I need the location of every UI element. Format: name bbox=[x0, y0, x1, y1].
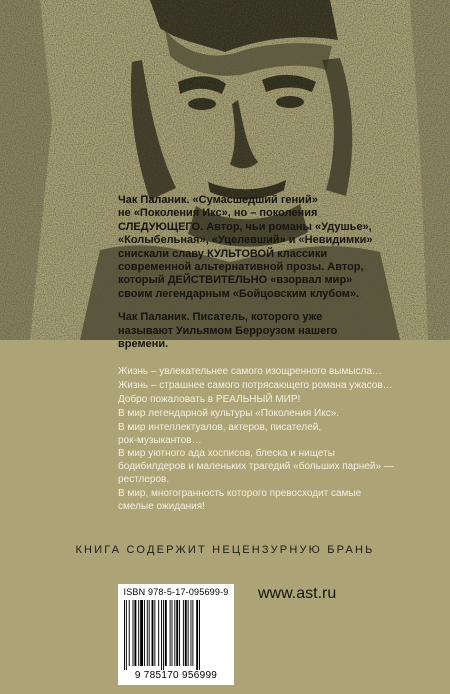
tagline-line: рестлеров. bbox=[118, 474, 170, 486]
barcode-bar bbox=[161, 600, 162, 670]
blurb-line: не «Поколения Икс», но – поколения bbox=[118, 207, 318, 220]
barcode-bar bbox=[165, 600, 167, 666]
blurb-line: Чак Паланик. «Сумасшедший гений» bbox=[118, 194, 318, 206]
publisher-url: www.ast.ru bbox=[258, 585, 337, 602]
tagline-list bbox=[118, 366, 418, 515]
barcode bbox=[118, 584, 234, 685]
barcode-bar bbox=[124, 600, 125, 670]
barcode-bar bbox=[149, 600, 150, 666]
tagline-line: Жизнь – увлекательнее самого изощренного вымысла… bbox=[118, 366, 382, 377]
barcode-bar bbox=[191, 600, 192, 666]
blurb-line: СЛЕДУЮЩЕГО. Автор, чьи романы «Удушье», bbox=[118, 220, 372, 233]
barcode-bar bbox=[134, 600, 136, 666]
barcode-bar bbox=[126, 600, 127, 670]
blurb-line: называют Уильямом Берроузом нашего bbox=[118, 324, 338, 337]
tagline bbox=[118, 408, 418, 421]
barcode-bar bbox=[158, 600, 159, 666]
tagline bbox=[118, 422, 418, 448]
barcode-bar bbox=[138, 600, 139, 666]
tagline bbox=[118, 380, 418, 393]
barcode-bar bbox=[199, 600, 200, 670]
blurb-line: времени. bbox=[118, 338, 169, 351]
blurb-line: своим легендарным «Бойцовским клубом». bbox=[118, 287, 360, 300]
barcode-bar bbox=[179, 600, 180, 666]
blurb-line: снискали славу КУЛЬТОВОЙ классики bbox=[118, 247, 328, 260]
barcode-bar bbox=[154, 600, 155, 666]
tagline bbox=[118, 394, 418, 407]
tagline-line: Жизнь – страшнее самого потрясающего романа ужасов… bbox=[118, 379, 393, 391]
tagline-line: В мир уютного ада хосписов, блеска и нищеты bbox=[118, 448, 335, 460]
barcode-bar bbox=[133, 600, 134, 666]
blurb-line: современной альтернативной прозы. Автор, bbox=[118, 261, 364, 274]
tagline-line: бодибилдеров и маленьких трагедий «больших парней» — bbox=[118, 461, 394, 473]
blurb-line: «Колыбельная», «Уцелевший» и «Невидимки» bbox=[118, 234, 373, 247]
barcode-bar bbox=[140, 600, 143, 666]
tagline-line: рок-музыкантов… bbox=[118, 434, 202, 446]
barcode-bar bbox=[185, 600, 187, 666]
barcode-bar bbox=[147, 600, 148, 666]
barcode-bar bbox=[163, 600, 164, 670]
tagline bbox=[118, 488, 418, 514]
barcode-bar bbox=[174, 600, 175, 666]
profanity-warning: КНИГА СОДЕРЖИТ НЕЦЕНЗУРНУЮ БРАНЬ bbox=[75, 544, 375, 556]
barcode-bar bbox=[176, 600, 178, 666]
blurb-paragraph-1 bbox=[118, 194, 418, 301]
barcode-bars bbox=[122, 600, 230, 670]
isbn-label: ISBN 978-5-17-095699-9 bbox=[123, 587, 229, 597]
tagline-line: Добро пожаловать в РЕАЛЬНЫЙ МИР! bbox=[118, 393, 301, 405]
blurb-line: Чак Паланик. Писатель, которого уже bbox=[118, 311, 323, 324]
tagline-line: В мир легендарной культуры «Поколения Икс». bbox=[118, 407, 340, 419]
barcode-bar bbox=[188, 600, 189, 666]
barcode-bar bbox=[129, 600, 130, 666]
author-blurb bbox=[118, 194, 418, 351]
tagline-line: смелые ожидания! bbox=[118, 501, 205, 513]
barcode-bar bbox=[172, 600, 173, 666]
blurb-paragraph-2 bbox=[118, 311, 418, 351]
ean-number: 9 785170 956999 bbox=[134, 670, 218, 681]
tagline-line: В мир интеллектуалов, актеров, писателей, bbox=[118, 421, 322, 433]
barcode-bar bbox=[144, 600, 145, 666]
tagline bbox=[118, 448, 418, 487]
blurb-line: который ДЕЙСТВИТЕЛЬНО «взорвал мир» bbox=[118, 274, 353, 287]
barcode-bar bbox=[183, 600, 184, 666]
barcode-bar bbox=[192, 600, 193, 666]
tagline-line: В мир, многогранность которого превосходит самые bbox=[118, 488, 362, 500]
barcode-bar bbox=[170, 600, 171, 666]
tagline bbox=[118, 366, 418, 379]
barcode-bar bbox=[196, 600, 198, 670]
barcode-bar bbox=[152, 600, 154, 666]
